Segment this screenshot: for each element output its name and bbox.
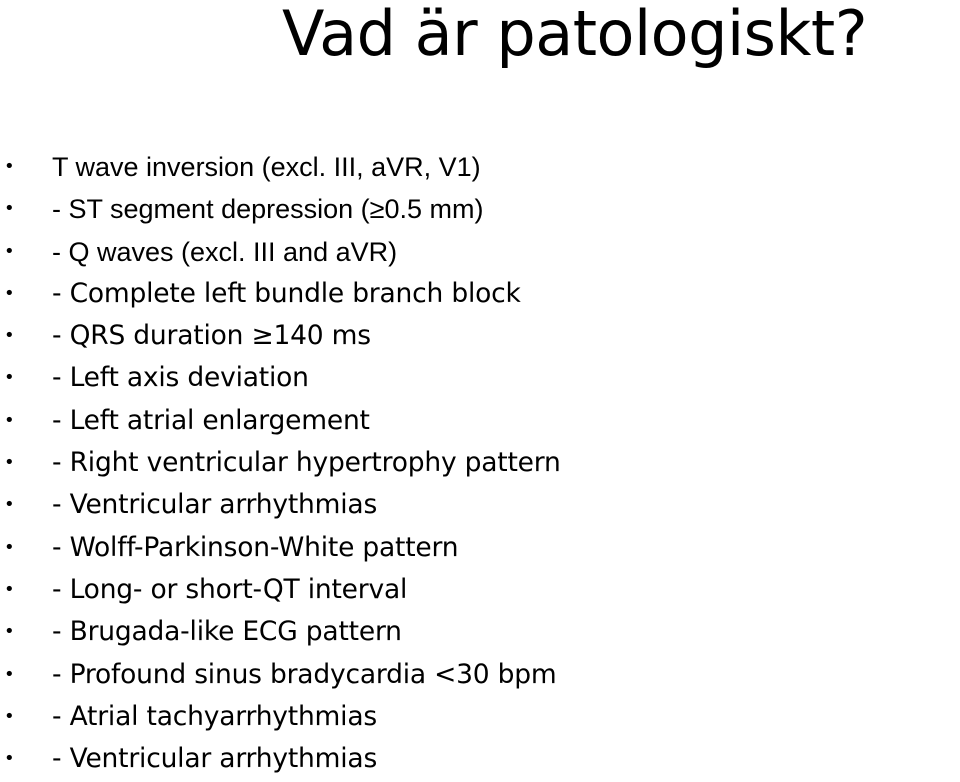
list-item-text: - Ventricular arrhythmias — [52, 743, 378, 775]
bullet-icon: • — [4, 282, 15, 304]
list-item-text: - ST segment depression (≥0.5 mm) — [52, 194, 484, 225]
bullet-icon: • — [4, 663, 15, 685]
list-item-text: - Profound sinus bradycardia <30 bpm — [52, 658, 557, 690]
list-item-text: - Left atrial enlargement — [52, 404, 370, 436]
bullet-icon: • — [4, 578, 15, 600]
list-item-text: - Atrial tachyarrhythmias — [52, 700, 377, 732]
list-item-text: - Wolff-Parkinson-White pattern — [52, 531, 459, 563]
bullet-icon: • — [4, 409, 15, 431]
list-item-text: - QRS duration ≥140 ms — [52, 320, 371, 352]
bullet-icon: • — [4, 748, 15, 770]
bullet-icon: • — [4, 494, 15, 516]
bullet-icon: • — [4, 621, 15, 643]
list-item-text: - Ventricular arrhythmias — [52, 489, 378, 521]
list-item-text: - Right ventricular hypertrophy pattern — [52, 447, 561, 479]
bullet-icon: • — [4, 325, 15, 347]
list-item-text: - Q waves (excl. III and aVR) — [52, 236, 398, 267]
bullet-icon: • — [4, 536, 15, 558]
bullet-icon: • — [4, 452, 15, 474]
list-item-text: - Long- or short-QT interval — [52, 573, 408, 605]
bullet-icon: • — [4, 367, 15, 389]
bullet-icon: • — [4, 240, 15, 262]
list-item-text: - Left axis deviation — [52, 362, 309, 394]
list-item-text: T wave inversion (excl. III, aVR, V1) — [52, 152, 481, 182]
bullet-icon: • — [4, 705, 15, 727]
list-item-text: - Brugada-like ECG pattern — [52, 616, 402, 648]
bullet-icon: • — [4, 156, 15, 177]
slide-title: Vad är patologiskt? — [282, 0, 868, 70]
bullet-icon: • — [4, 198, 15, 220]
list-item-text: - Complete left bundle branch block — [52, 277, 521, 309]
